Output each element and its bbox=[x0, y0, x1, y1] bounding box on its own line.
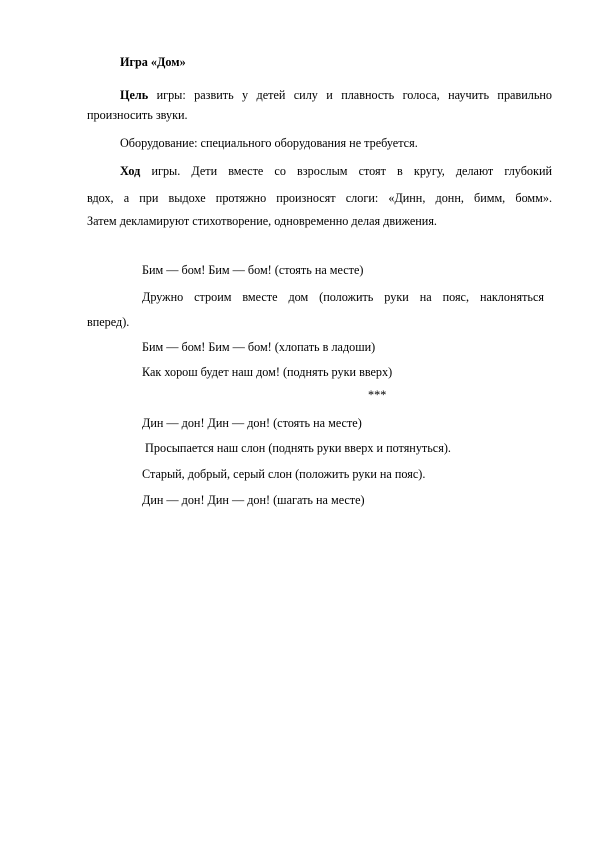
poem-line-2b: вперед). bbox=[87, 315, 130, 329]
goal-label: Цель bbox=[120, 88, 149, 102]
goal-line-2: произносить звуки. bbox=[87, 108, 188, 122]
poem-line-1: Бим — бом! Бим — бом! (стоять на месте) bbox=[142, 263, 364, 277]
goal-line-1 bbox=[120, 88, 552, 103]
progress-line-2: вдох, а при выдохе протяжно произносят слоги: «Динн, донн, бимм, бомм». bbox=[87, 191, 552, 205]
poem-line-5: Дин — дон! Дин — дон! (стоять на месте) bbox=[142, 416, 362, 430]
poem-line-7: Старый, добрый, серый слон (положить руки на пояс). bbox=[142, 467, 426, 481]
poem-line-2a: Дружно строим вместе дом (положить руки на пояс, наклоняться bbox=[142, 290, 544, 304]
poem-line-6: Просыпается наш слон (поднять руки вверх и потянуться). bbox=[142, 441, 451, 455]
poem-line-8: Дин — дон! Дин — дон! (шагать на месте) bbox=[142, 493, 365, 507]
progress-label: Ход bbox=[120, 164, 141, 178]
game-title: Игра «Дом» bbox=[120, 55, 186, 69]
equipment-line: Оборудование: специального оборудования не требуется. bbox=[120, 136, 418, 150]
progress-text-1: игры. Дети вместе со взрослым стоят в кругу, делают глубокий bbox=[140, 164, 552, 178]
progress-line-1 bbox=[120, 164, 552, 179]
goal-text-1: игры: развить у детей силу и плавность голоса, научить правильно bbox=[148, 88, 552, 102]
poem-line-3: Бим — бом! Бим — бом! (хлопать в ладоши) bbox=[142, 340, 376, 354]
progress-line-3: Затем декламируют стихотворение, одновременно делая движения. bbox=[87, 214, 437, 228]
poem-line-4: Как хорош будет наш дом! (поднять руки вверх) bbox=[142, 365, 393, 379]
poem-separator: *** bbox=[368, 388, 387, 402]
